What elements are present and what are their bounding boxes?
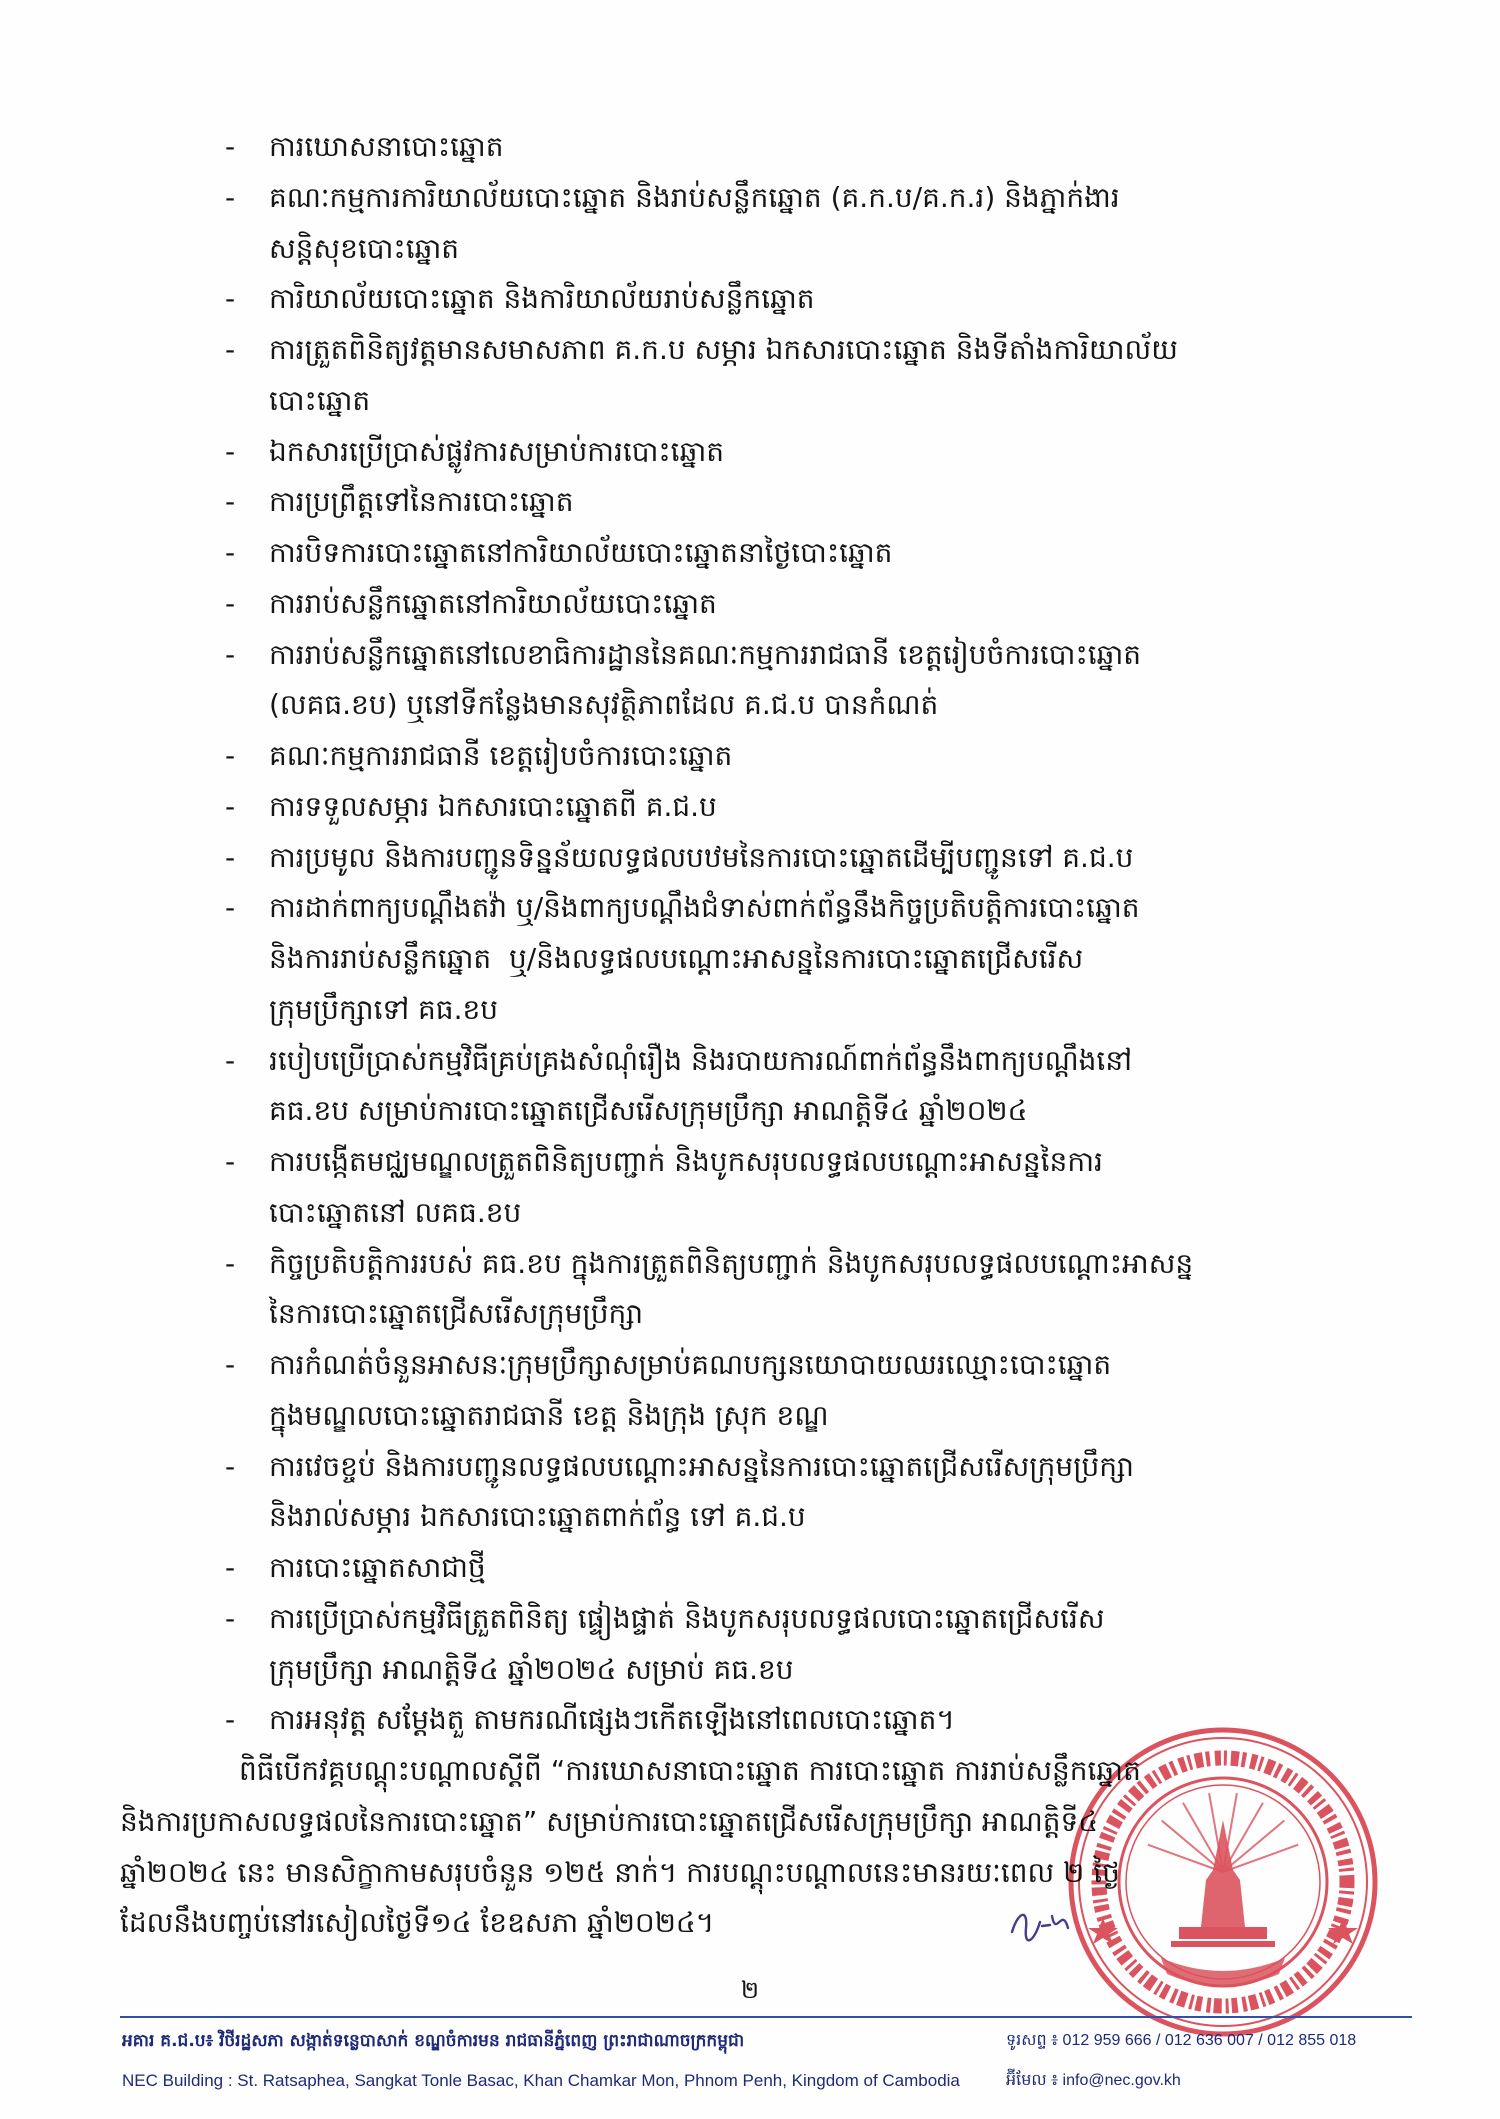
bullet-text-line: គណៈកម្មការរាជធានី ខេត្តរៀបចំការបោះឆ្នោត <box>269 739 733 772</box>
bullet-dash: - <box>225 1551 236 1584</box>
bullet-item <box>225 122 1381 173</box>
bullet-item <box>225 427 1381 478</box>
bullet-text-line: ការអនុវត្ត សម្តែងតួ តាមករណីផ្សេងៗកើតឡើងនៅពេលបោះឆ្នោត។ <box>269 1703 955 1737</box>
bullet-text-line: ការបិទការបោះឆ្នោតនៅការិយាល័យបោះឆ្នោតនាថ្ងៃបោះឆ្នោត <box>269 536 893 569</box>
page-number: ២ <box>740 1976 760 2004</box>
bullet-dash: - <box>225 1348 236 1381</box>
bullet-text-line: ការវេចខ្ចប់ និងការបញ្ជូនលទ្ធផលបណ្តោះអាសន្ននៃការបោះឆ្នោតជ្រើសរើសក្រុមប្រឹក្សា <box>269 1449 1134 1483</box>
bullet-item <box>225 1340 1381 1442</box>
bullet-text-line: ក្រុមប្រឹក្សាទៅ គធ.ខប <box>269 992 499 1026</box>
bullet-text-line: និងរាល់សម្ភារ ឯកសារបោះឆ្នោតពាក់ព័ន្ធ ទៅ គ.ជ.ប <box>269 1500 806 1534</box>
footer-email[interactable]: អ៊ីមែល ៖ info@nec.gov.kh <box>1006 2072 1181 2089</box>
bullet-item <box>225 1543 1381 1594</box>
bullet-item <box>225 274 1381 325</box>
bullet-item <box>225 883 1381 1035</box>
bullet-item <box>225 833 1381 884</box>
paragraph-line: និងការប្រកាសលទ្ធផលនៃការបោះឆ្នោត” សម្រាប់ការបោះឆ្នោតជ្រើសរើសក្រុមប្រឹក្សា អាណត្តិទី៤ <box>120 1804 1099 1838</box>
paragraph-line: ដែលនឹងបញ្ចប់នៅរសៀលថ្ងៃទី១៤ ខែឧសភា ឆ្នាំ២០២៤។ <box>120 1906 715 1940</box>
footer-phone: ទូរសព្ទ ៖ 012 959 666 / 012 636 007 / 012 855 018 <box>1006 2032 1357 2049</box>
bullet-text-line: ការដាក់ពាក្យបណ្តឹងតវ៉ា ឬ/និងពាក្យបណ្តឹងជំទាស់ពាក់ព័ន្ធនឹងកិច្ចប្រតិបត្តិការបោះឆ្នោត <box>269 891 1140 925</box>
bullet-text-line: ការិយាល័យបោះឆ្នោត និងការិយាល័យរាប់សន្លឹកឆ្នោត <box>269 282 815 316</box>
bullet-dash: - <box>225 434 236 468</box>
footer-address-km: អគារ គ.ជ.ប៖ វិថីរដ្ឋសភា សង្កាត់ទន្លេបាសាក់ ខណ្ឌចំការមន រាជធានីភ្នំពេញ ព្រះរាជាណាចក្រកម្ពុជា <box>122 2031 745 2051</box>
bullet-item <box>225 1137 1381 1239</box>
bullet-dash: - <box>225 739 236 772</box>
bullet-text-line: សន្តិសុខបោះឆ្នោត <box>269 231 460 265</box>
bullet-item <box>225 1036 1381 1138</box>
bullet-text-line: បោះឆ្នោត <box>269 383 371 417</box>
bullet-dash: - <box>225 891 236 925</box>
bullet-item <box>225 325 1381 427</box>
bullet-text-line: ក្រុមប្រឹក្សា អាណត្តិទី៤ ឆ្នាំ២០២៤ សម្រាប់ គធ.ខប <box>269 1652 794 1686</box>
bullet-text-line: ការរាប់សន្លឹកឆ្នោតនៅលេខាធិការដ្ឋាននៃគណៈកម្មការរាជធានី ខេត្តរៀបចំការបោះឆ្នោត <box>269 637 1142 671</box>
bullet-dash: - <box>225 282 236 316</box>
footer-rule <box>120 2016 1412 2018</box>
bullet-dash: - <box>225 485 236 519</box>
bullet-dash: - <box>225 586 236 620</box>
bullet-dash: - <box>225 180 236 214</box>
bullet-text-line: (លគធ.ខប) ឬនៅទីកន្លែងមានសុវត្ថិភាពដែល គ.ជ.ប បានកំណត់ <box>269 688 939 722</box>
bullet-item <box>225 782 1381 833</box>
bullet-text-line: កិច្ចប្រតិបត្តិការរបស់ គធ.ខប ក្នុងការត្រួតពិនិត្យបញ្ជាក់ និងបូកសរុបលទ្ធផលបណ្តោះអាសន្ន <box>269 1246 1194 1280</box>
bullet-text-line: ការឃោសនាបោះឆ្នោត <box>269 130 504 163</box>
bullet-dash: - <box>225 1043 236 1077</box>
bullet-item <box>225 173 1381 275</box>
paragraph-line: ពិធីបើកវគ្គបណ្តុះបណ្តាលស្តីពី “ការឃោសនាបោះឆ្នោត ការបោះឆ្នោត ការរាប់សន្លឹកឆ្នោត <box>239 1754 1141 1787</box>
bullet-text-line: នៃការបោះឆ្នោតជ្រើសរើសក្រុមប្រឹក្សា <box>269 1297 644 1331</box>
bullet-text-line: ការទទួលសម្ភារ ឯកសារបោះឆ្នោតពី គ.ជ.ប <box>269 789 717 823</box>
bullet-item <box>225 630 1381 732</box>
bullet-text-line: ក្នុងមណ្ឌលបោះឆ្នោតរាជធានី ខេត្ត និងក្រុង ស្រុក ខណ្ឌ <box>269 1398 829 1432</box>
bullet-text-line: ឯកសារប្រើប្រាស់ផ្លូវការសម្រាប់ការបោះឆ្នោត <box>269 434 724 468</box>
bullet-text-line: គធ.ខប សម្រាប់ការបោះឆ្នោតជ្រើសរើសក្រុមប្រឹក្សា អាណត្តិទី៤ ឆ្នាំ២០២៤ <box>269 1094 1028 1128</box>
bullet-text-line: ការប្រមូល និងការបញ្ជូនទិន្នន័យលទ្ធផលបឋមនៃការបោះឆ្នោតដើម្បីបញ្ជូនទៅ គ.ជ.ប <box>269 840 1134 874</box>
bullet-item <box>225 1594 1381 1696</box>
paragraph-line: ឆ្នាំ២០២៤ នេះ មានសិក្ខាកាមសរុបចំនួន ១២៥ នាក់។ ការបណ្តុះបណ្តាលនេះមានរយៈពេល ២ ថ្ងៃ <box>120 1855 1120 1889</box>
bullet-dash: - <box>225 536 236 569</box>
bullet-item <box>225 528 1381 579</box>
bullet-text-line: បោះឆ្នោតនៅ លគធ.ខប <box>269 1195 522 1229</box>
bullet-dash: - <box>225 1703 236 1737</box>
bullet-text-line: របៀបប្រើប្រាស់កម្មវិធីគ្រប់គ្រងសំណុំរឿង និងរបាយការណ៍ពាក់ព័ន្ធនឹងពាក្យបណ្តឹងនៅ <box>269 1043 1132 1077</box>
bullet-text-line: ការប្រើប្រាស់កម្មវិធីត្រួតពិនិត្យ ផ្ទៀងផ្ទាត់ និងបូកសរុបលទ្ធផលបោះឆ្នោតជ្រើសរើស <box>269 1601 1105 1635</box>
bullet-text-line: ការរាប់សន្លឹកឆ្នោតនៅការិយាល័យបោះឆ្នោត <box>269 586 717 620</box>
bullet-text-line: ការត្រួតពិនិត្យវត្តមានសមាសភាព គ.ក.ប សម្ភារ ឯកសារបោះឆ្នោត និងទីតាំងការិយាល័យ <box>269 333 1178 366</box>
bullet-item <box>225 477 1381 528</box>
bullet-dash: - <box>225 637 236 671</box>
bullet-item <box>225 1239 1381 1341</box>
bullet-dash: - <box>225 333 236 366</box>
bullet-text-line: ការប្រព្រឹត្តទៅនៃការបោះឆ្នោត <box>269 485 574 519</box>
bullet-text-line: និងការរាប់សន្លឹកឆ្នោត ឬ/និងលទ្ធផលបណ្តោះអាសន្ននៃការបោះឆ្នោតជ្រើសរើស <box>269 942 1084 975</box>
bullet-item <box>225 579 1381 630</box>
bullet-text-line: ការបង្កើតមជ្ឈមណ្ឌលត្រួតពិនិត្យបញ្ជាក់ និងបូកសរុបលទ្ធផលបណ្តោះអាសន្ននៃការ <box>269 1145 1103 1178</box>
bullet-item <box>225 731 1381 782</box>
bullet-dash: - <box>225 1145 236 1178</box>
bullet-dash: - <box>225 130 236 163</box>
bullet-dash: - <box>225 1601 236 1635</box>
bullet-text-line: ការកំណត់ចំនួនអាសនៈក្រុមប្រឹក្សាសម្រាប់គណបក្សនយោបាយឈរឈ្មោះបោះឆ្នោត <box>269 1348 1112 1381</box>
bullet-dash: - <box>225 840 236 874</box>
bullet-item <box>225 1442 1381 1544</box>
document-body <box>0 122 1500 1949</box>
bullet-dash: - <box>225 789 236 823</box>
bullet-dash: - <box>225 1246 236 1280</box>
footer-address-en: NEC Building : St. Ratsaphea, Sangkat Tonle Basac, Khan Chamkar Mon, Phnom Penh, Kingdom of Cambodia <box>122 2071 960 2090</box>
bullet-text-line: គណៈកម្មការការិយាល័យបោះឆ្នោត និងរាប់សន្លឹកឆ្នោត (គ.ក.ប/គ.ក.រ) និងភ្នាក់ងារ <box>269 180 1120 214</box>
bullet-dash: - <box>225 1449 236 1483</box>
bullet-text-line: ការបោះឆ្នោតសាជាថ្មី <box>269 1551 486 1584</box>
